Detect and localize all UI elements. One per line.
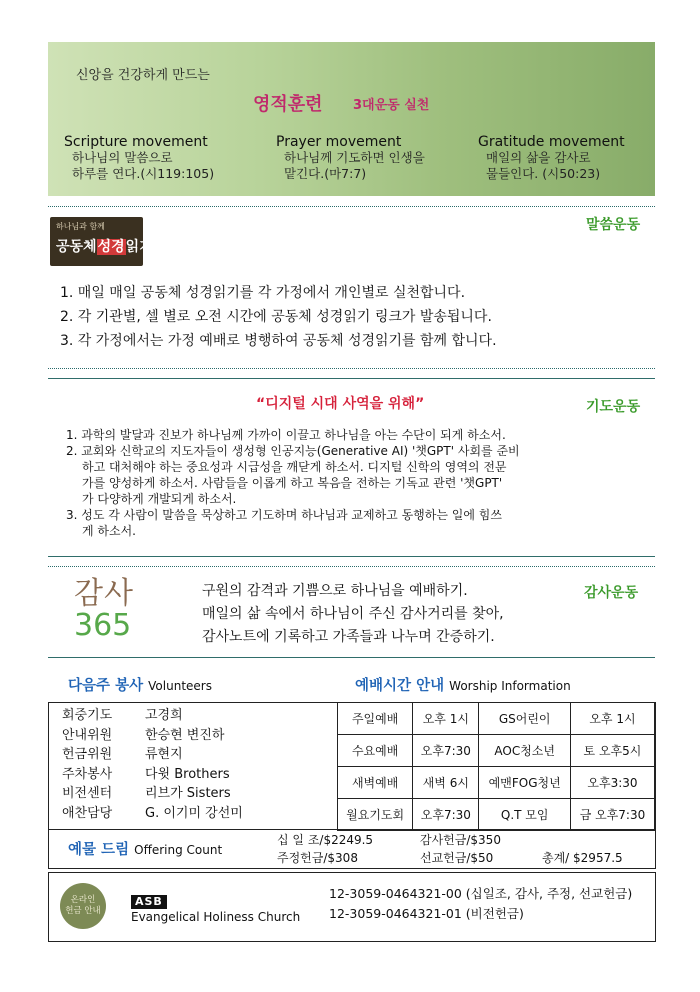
- table-cell: 수요예배: [338, 735, 413, 767]
- thanks-365-logo: [74, 578, 134, 642]
- banner-title-suffix: 3대운동 실천: [353, 98, 430, 113]
- table-cell: AOC청소년: [479, 735, 571, 767]
- offering-title-en: Offering Count: [134, 843, 223, 857]
- movement-name: Prayer movement: [276, 134, 402, 150]
- table-row: [338, 703, 655, 735]
- table-cell: 금 오후7:30: [570, 799, 654, 831]
- list-item: 3. 성도 각 사람이 말씀을 묵상하고 기도하며 하나님과 교제하고 동행하는 일에 힘쓰: [66, 508, 502, 522]
- volunteer-role: 헌금위원: [62, 747, 113, 762]
- offering-tithe: 십 일 조/$2249.5: [277, 833, 374, 847]
- worship-title: [355, 674, 571, 695]
- offering-total: 총계/ $2957.5: [542, 851, 623, 865]
- volunteer-names: 고경희: [145, 708, 183, 723]
- volunteer-names: 리브가 Sisters: [145, 786, 231, 801]
- account-line: 12-3059-0464321-01 (비전헌금): [329, 906, 524, 921]
- table-cell: 월요기도회: [338, 799, 413, 831]
- table-row: [338, 735, 655, 767]
- table-cell: 예맨FOG청년: [479, 767, 571, 799]
- table-cell: 오후3:30: [570, 767, 654, 799]
- thanks-list: [202, 580, 504, 649]
- badge-line1: 온라인: [70, 895, 96, 905]
- table-cell: 오후7:30: [413, 799, 479, 831]
- church-name: Evangelical Holiness Church: [131, 910, 301, 924]
- list-item: 1. 매일 매일 공동체 성경읽기를 각 가정에서 개인별로 실천합니다.: [60, 285, 466, 301]
- table-cell: 새벽 6시: [413, 767, 479, 799]
- offering-title-ko: 예물 드림: [68, 842, 130, 858]
- volunteers-title: [68, 674, 212, 695]
- table-cell: 오후7:30: [413, 735, 479, 767]
- table-cell: 오후 1시: [413, 703, 479, 735]
- table-cell: GS어린이: [479, 703, 571, 735]
- logo-top: 감사: [74, 576, 134, 611]
- offering-title: [68, 838, 222, 859]
- prayer-tag: 기도운동: [586, 399, 641, 415]
- list-item: 2. 각 기관별, 셀 별로 오전 시간에 공동체 성경읽기 링크가 발송됩니다.: [60, 309, 492, 325]
- online-offering-badge: [60, 883, 106, 929]
- movement-line: 하나님의 말씀으로: [72, 150, 173, 165]
- logo-end: 읽기: [125, 239, 153, 255]
- movement-line: 물들인다. (시50:23): [486, 166, 601, 181]
- volunteer-role: 안내위원: [62, 727, 113, 743]
- volunteers-title-ko: 다음주 봉사: [68, 678, 144, 694]
- banner: [48, 42, 655, 196]
- list-item: 3. 각 가정에서는 가정 예배로 병행하여 공동체 성경읽기를 함께 합니다.: [60, 333, 497, 349]
- volunteers-title-en: Volunteers: [148, 679, 212, 693]
- badge-line2: 헌금 안내: [65, 906, 101, 916]
- list-item: 가를 양성하게 하소서. 사람들을 이롭게 하고 복음을 전하는 기독교 관련 '챗GPT': [82, 476, 503, 490]
- prayer-list: [66, 427, 656, 539]
- scripture-movement: [64, 134, 264, 182]
- list-item: 구원의 감격과 기쁨으로 하나님을 예배하기.: [202, 583, 468, 599]
- banner-title: 영적훈련: [253, 94, 323, 115]
- volunteer-row: [62, 706, 332, 726]
- divider: [48, 566, 655, 567]
- volunteer-row: [62, 726, 332, 746]
- volunteer-row: [62, 804, 332, 824]
- volunteer-row: [62, 745, 332, 765]
- table-cell: 오후 1시: [570, 703, 654, 735]
- logo-highlight: 성경: [97, 239, 125, 255]
- worship-table: [337, 702, 655, 831]
- movement-name: Scripture movement: [64, 134, 208, 150]
- prayer-heading: “디지털 시대 사역을 위해”: [256, 396, 425, 412]
- word-tag: 말씀운동: [586, 217, 641, 233]
- volunteer-row: [62, 784, 332, 804]
- volunteer-names: 류현지: [145, 747, 183, 762]
- table-row: [338, 799, 655, 831]
- thanks-tag: 감사운동: [584, 585, 639, 601]
- volunteer-names: G. 이기미 강선미: [145, 805, 243, 821]
- divider: [48, 206, 655, 207]
- list-item: 매일의 삶 속에서 하나님이 주신 감사거리를 찾아,: [202, 606, 504, 622]
- table-cell: 새벽예배: [338, 767, 413, 799]
- divider: [48, 556, 655, 557]
- volunteers-list: [62, 706, 332, 823]
- divider: [48, 378, 655, 379]
- movement-line: 하루를 연다.(시119:105): [72, 166, 215, 181]
- asb-logo: ASB: [131, 895, 167, 909]
- divider: [48, 657, 655, 658]
- divider: [48, 368, 655, 369]
- list-item: 게 하소서.: [82, 524, 136, 538]
- offering-mission: 선교헌금/$50: [420, 851, 494, 865]
- table-row: [338, 767, 655, 799]
- offering-thanks: 감사헌금/$350: [420, 833, 501, 847]
- volunteer-role: 주차봉사: [62, 766, 113, 782]
- logo-main-text: [56, 236, 153, 256]
- list-item: 가 다양하게 개발되게 하소서.: [82, 492, 237, 506]
- volunteer-names: 다윗 Brothers: [145, 766, 230, 782]
- account-list: [329, 884, 632, 924]
- word-list: [60, 281, 497, 353]
- volunteer-role: 비전센터: [62, 786, 113, 801]
- movement-line: 하나님께 기도하면 인생을: [284, 150, 425, 165]
- table-cell: 토 오후5시: [570, 735, 654, 767]
- volunteer-row: [62, 765, 332, 785]
- list-item: 하고 대처해야 하는 중요성과 시급성을 깨닫게 하소서. 디지털 신학의 영역의 전문: [82, 460, 507, 474]
- movement-line: 맡긴다.(마7:7): [284, 166, 367, 181]
- volunteer-role: 회중기도: [62, 708, 113, 723]
- list-item: 1. 과학의 발달과 진보가 하나님께 가까이 이끌고 하나님을 아는 수단이 되게 하소서.: [66, 428, 506, 442]
- list-item: 2. 교회와 신학교의 지도자들이 생성형 인공지능(Generative AI) '챗GPT' 사회를 준비: [66, 444, 520, 458]
- volunteer-role: 애찬담당: [62, 805, 113, 821]
- worship-title-ko: 예배시간 안내: [355, 678, 445, 694]
- bible-reading-logo: [50, 217, 153, 266]
- logo-bottom: 365: [74, 608, 132, 643]
- offering-weekly: 주정헌금/$308: [277, 851, 358, 865]
- worship-title-en: Worship Information: [449, 679, 571, 693]
- logo-main: 공동체: [56, 239, 97, 255]
- prayer-movement: [276, 134, 476, 182]
- banner-subtitle: 신앙을 건강하게 만드는: [76, 68, 210, 83]
- gratitude-movement: [478, 134, 658, 182]
- movement-name: Gratitude movement: [478, 134, 625, 150]
- movement-line: 매일의 삶을 감사로: [486, 150, 591, 165]
- volunteer-names: 한승현 변진하: [145, 727, 225, 743]
- logo-small-text: 하나님과 함께: [56, 222, 105, 231]
- account-line: 12-3059-0464321-00 (십일조, 감사, 주정, 선교헌금): [329, 886, 633, 901]
- table-cell: Q.T 모임: [479, 799, 571, 831]
- table-cell: 주일예배: [338, 703, 413, 735]
- list-item: 감사노트에 기록하고 가족들과 나누며 간증하기.: [202, 629, 495, 645]
